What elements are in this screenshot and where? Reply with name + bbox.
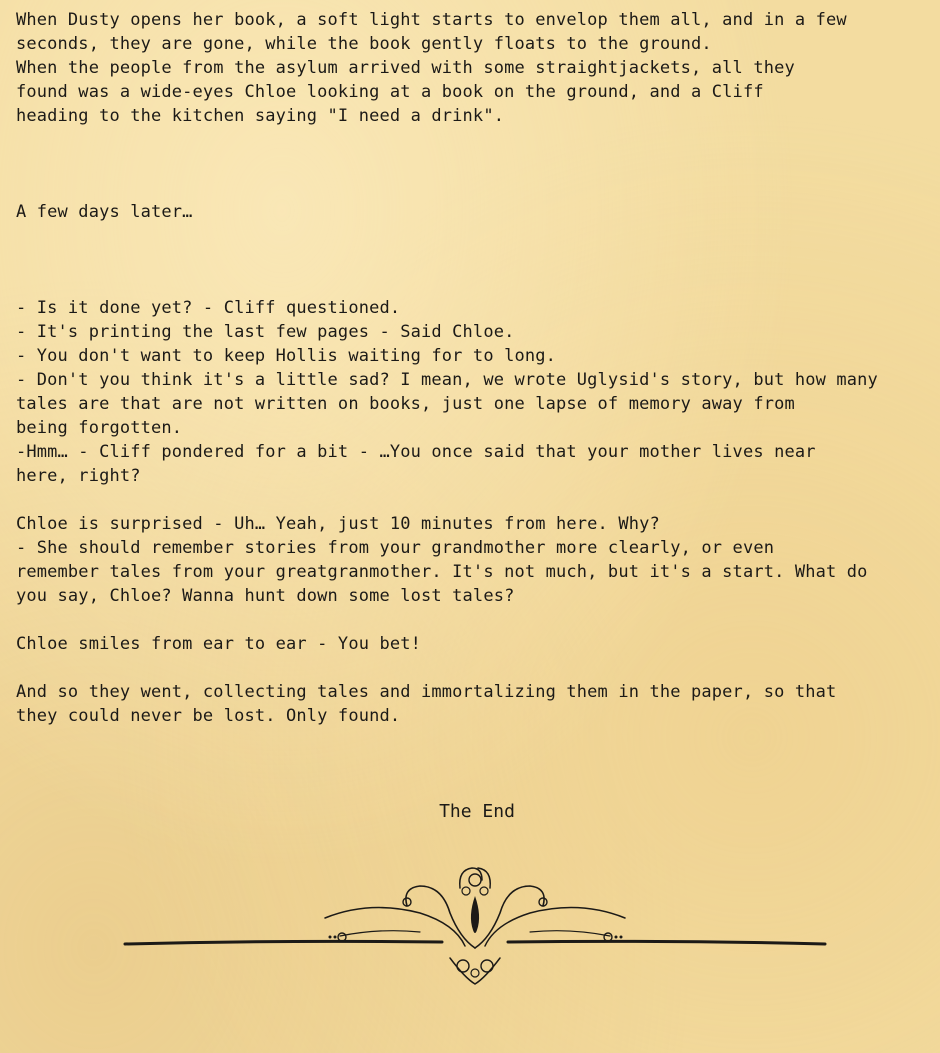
paragraph-line: remember tales from your greatgranmother. It's not much, but it's a start. What do [16, 562, 868, 582]
paragraph-line: - She should remember stories from your grandmother more clearly, or even [16, 538, 775, 558]
paragraph-line: Chloe is surprised - Uh… Yeah, just 10 minutes from here. Why? [16, 514, 660, 534]
paragraph-line: When the people from the asylum arrived with some straightjackets, all they [16, 58, 795, 78]
paragraph-line: Chloe smiles from ear to ear - You bet! [16, 634, 422, 654]
paragraph-line: And so they went, collecting tales and immortalizing them in the paper, so that [16, 682, 837, 702]
story-page [16, 8, 931, 728]
time-skip-line: A few days later… [16, 202, 193, 222]
dialogue-line: - Is it done yet? - Cliff questioned. [16, 298, 401, 318]
dialogue-line: being forgotten. [16, 418, 183, 438]
paragraph-line: seconds, they are gone, while the book gently floats to the ground. [16, 34, 712, 54]
dialogue-line: - Don't you think it's a little sad? I mean, we wrote Uglysid's story, but how many [16, 370, 878, 390]
dialogue-line: - It's printing the last few pages - Said Chloe. [16, 322, 515, 342]
paragraph-line: you say, Chloe? Wanna hunt down some lost tales? [16, 586, 515, 606]
paragraph-line: heading to the kitchen saying "I need a drink". [16, 106, 505, 126]
paragraph-line: found was a wide-eyes Chloe looking at a book on the ground, and a Cliff [16, 82, 764, 102]
dialogue-line: -Hmm… - Cliff pondered for a bit - …You once said that your mother lives near [16, 442, 816, 462]
paragraph-line: When Dusty opens her book, a soft light starts to envelop them all, and in a few [16, 10, 847, 30]
paragraph-line: they could never be lost. Only found. [16, 706, 401, 726]
the-end-heading: The End [439, 801, 515, 822]
dialogue-line: here, right? [16, 466, 141, 486]
flourish-divider-icon [120, 858, 830, 993]
dialogue-line: - You don't want to keep Hollis waiting for to long. [16, 346, 557, 366]
dialogue-line: tales are that are not written on books, just one lapse of memory away from [16, 394, 795, 414]
